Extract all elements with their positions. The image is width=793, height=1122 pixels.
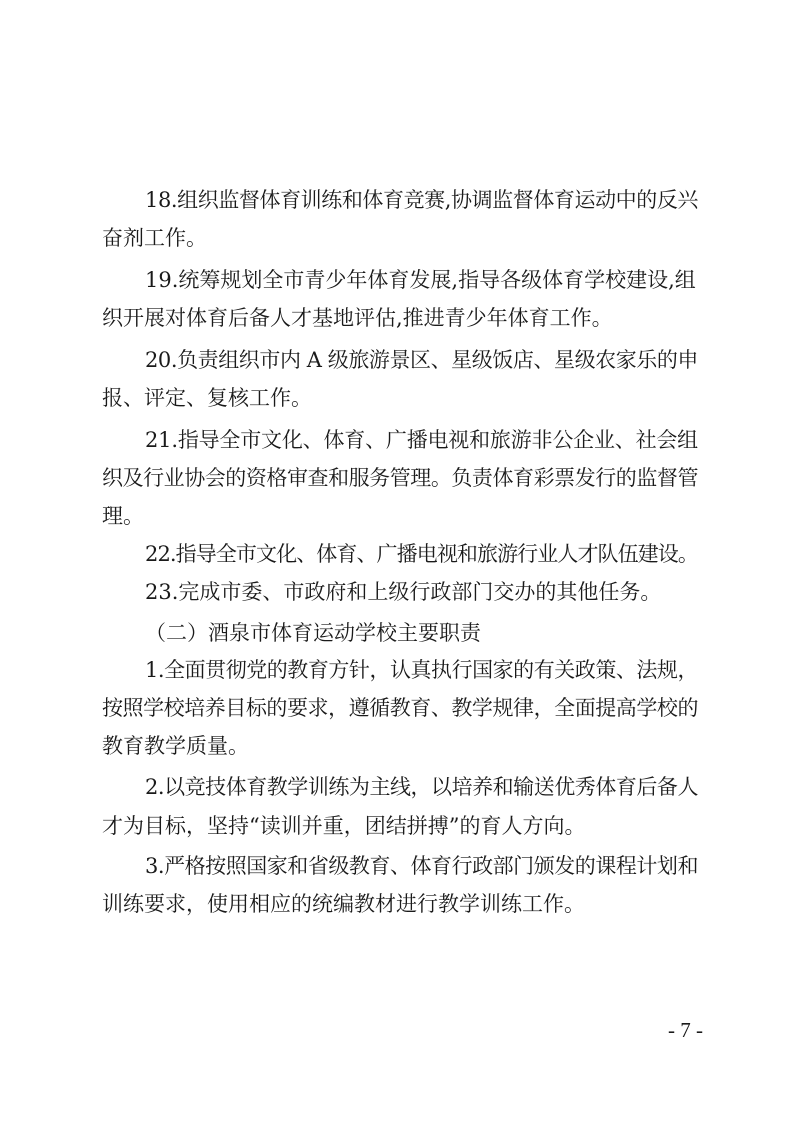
text-line: 2.以竞技体育教学训练为主线，以培养和输送优秀体育后备人 (145, 775, 698, 799)
text-line: 理。 (102, 504, 144, 528)
text-line: 才为目标，坚持“读训并重，团结拼搏”的育人方向。 (102, 814, 586, 838)
text-line: 训练要求，使用相应的统编教材进行教学训练工作。 (102, 892, 585, 916)
text-line: 3.严格按照国家和省级教育、体育行政部门颁发的课程计划和 (145, 854, 698, 878)
text-line: 18.组织监督体育训练和体育竞赛,协调监督体育运动中的反兴 (145, 188, 698, 212)
text-line: 20.负责组织市内 A 级旅游景区、星级饭店、星级农家乐的申 (145, 348, 698, 372)
text-line: 22.指导全市文化、体育、广播电视和旅游行业人才队伍建设。 (145, 542, 698, 566)
text-line: 报、评定、复核工作。 (102, 386, 312, 410)
text-line: 1.全面贯彻党的教育方针，认真执行国家的有关政策、法规， (145, 658, 698, 682)
text-line: 奋剂工作。 (102, 226, 207, 250)
text-line: 21.指导全市文化、体育、广播电视和旅游非公企业、社会组 (145, 428, 698, 452)
text-line: 教育教学质量。 (102, 734, 249, 758)
text-line: 19.统筹规划全市青少年体育发展,指导各级体育学校建设,组 (145, 268, 696, 292)
text-line: 织及行业协会的资格审查和服务管理。负责体育彩票发行的监督管 (102, 466, 698, 490)
text-line: 按照学校培养目标的要求，遵循教育、教学规律，全面提高学校的 (102, 696, 698, 720)
text-line: 23.完成市委、市政府和上级行政部门交办的其他任务。 (145, 580, 662, 604)
text-line: 织开展对体育后备人才基地评估,推进青少年体育工作。 (102, 306, 613, 330)
section-heading: （二）酒泉市体育运动学校主要职责 (145, 621, 481, 645)
page-number: - 7 - (668, 1018, 703, 1042)
